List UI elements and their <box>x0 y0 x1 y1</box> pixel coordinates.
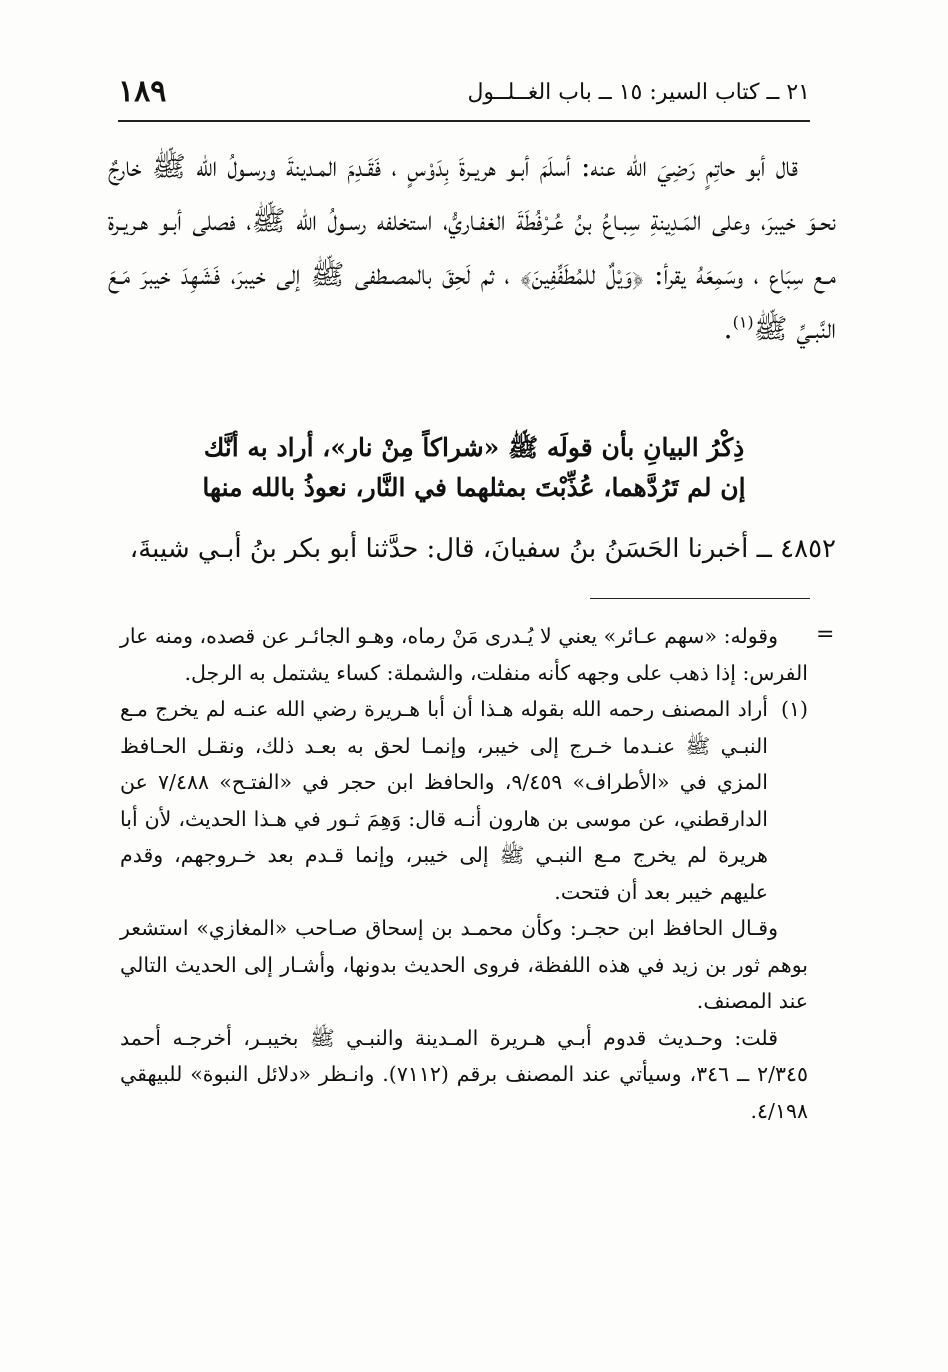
footnote-paragraph-3: قلت: وحـديث قدوم أبـي هـريرة المـدينة والنبـي ﷺ بخيبـر، أخرجـه أحمد ٢/٣٤٥ ــ ٣٤٦، وسيأتي عند المصنف برقم (٧١١٢). وانـظر «دلائل النبوة» للبيهقي ٤/١٩٨. <box>120 1025 809 1123</box>
heading-line-2: إن لم تَرُدَّهما، عُذِّبْتَ بمثلهما في النَّار، نعوذُ بالله منها <box>202 473 746 502</box>
main-paragraph-end: . <box>723 312 733 345</box>
hadith-line: ٤٨٥٢ ــ أخبرنا الحَسَنُ بنُ سفيانَ، قال: حدَّثنا أبو بكر بنُ أبـي شيبةَ، <box>129 534 836 564</box>
running-title: ٢١ ــ كتاب السير: ١٥ ــ باب الغــلــول <box>467 80 810 105</box>
footnote-1 <box>120 691 808 910</box>
page-header <box>118 72 810 114</box>
main-text <box>108 140 836 356</box>
header-rule <box>118 120 810 122</box>
footnote-paragraph-2: وقـال الحافظ ابن حجـر: وكأن محمـد بن إسحاق صـاحب «المغازي» استشعر بوهم ثور بن زيد في هذه اللفظة، فروى الحديث بدونها، وأشـار إلى الحديث التالي عند المصنف. <box>120 916 808 1013</box>
heading-line-1: ذِكْرُ البيانِ بأن قولَه ﷺ «شراكاً مِنْ نار»، أراد به أنَّك <box>203 433 745 462</box>
continuation-mark: = <box>816 622 835 647</box>
footnotes <box>120 618 808 1129</box>
main-paragraph <box>108 140 836 356</box>
footnote-ref[interactable]: (١) <box>732 312 754 332</box>
section-heading <box>170 428 778 508</box>
footnote-continued: وقوله: «سهم عـائر» يعني لا يُـدرى مَنْ رماه، وهـو الجائـر عن قصده، ومنه عار الفرس: إذا ذهب على وجهه كأنه منفلت، والشملة: كساء يشتمل به الرجل. <box>120 624 808 685</box>
footnote-1-text: أراد المصنف رحمه الله بقوله هـذا أن أبا هـريرة رضي الله عنـه لم يخرج مـع النبـي ﷺ عنـدما خـرج إلى خيبر، وإنمـا لحق به بعـد ذلك، ونقـل الحـافظ المزي في «الأطراف» ٩/٤٥٩، والحافظ ابن حجر في «الفتـح» ٧/٤٨٨ عن الدارقطني، عن موسى بن هارون أنـه قال: وَهِمَ ثـور في هـذا الحديث، لأن أبا هريرة لم يخرج مـع النبـي ﷺ إلى خيبر، وإنما قـدم بعد خـروجهم، وقدم عليهم خيبر بعد أن فتحت. <box>120 697 768 904</box>
main-paragraph-text: قال أبو حاتِمٍ رَضِيَ الله عنه: أسلَمَ أبـو هريـرةَ بِدَوْسٍ ، فَقَـدِمَ المـدينةَ ورسـولُ الله ﷺ خارجٌ نحـوَ خيبرَ، وعلى المَـدِينةِ سِبـاعُ بنُ عُـرْفُطَةَ الغفـاريُّ، استخلفه رسـولُ الله ﷺ، فصلى أبـو هـريـرة مـع سِبَاع ، وسَمِعَهُ يقرأ: ﴿وَيْلٌ للمُطَفِّفِينَ﴾ ، ثم لَحِقَ بالمصـطفى ﷺ إلى خيبرَ، فَشَهِدَ خيبرَ مَـعَ النَّبـيِّ ﷺ <box>108 150 836 345</box>
footnote-rule <box>590 598 810 599</box>
page-number: ١٨٩ <box>118 74 167 109</box>
footnote-1-number: (١) <box>780 697 808 721</box>
